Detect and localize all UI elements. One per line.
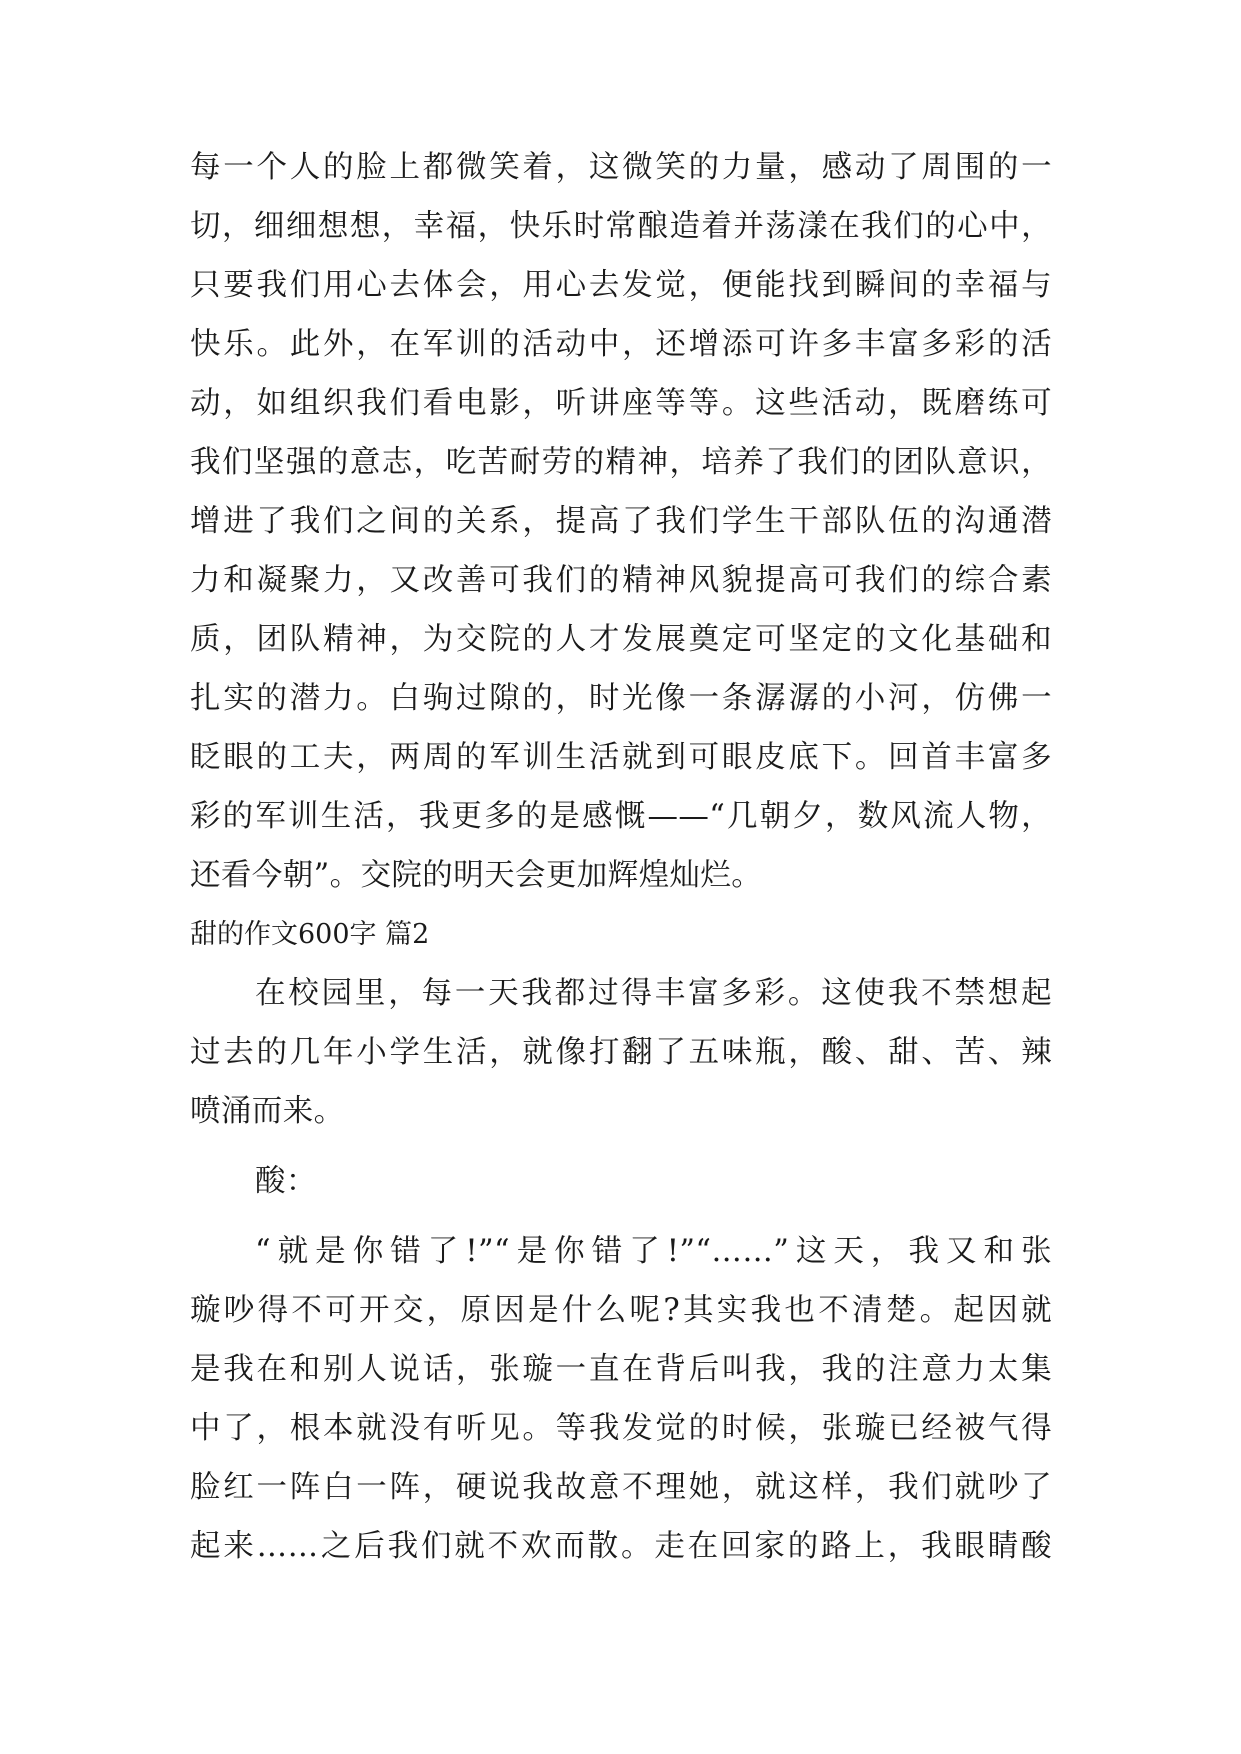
text-line: 彩的军训生活，我更多的是感慨——“几朝夕，数风流人物，	[190, 799, 1052, 834]
text-line: 只要我们用心去体会，用心去发觉，便能找到瞬间的幸福与	[190, 268, 1052, 303]
text-line: 切，细细想想，幸福，快乐时常酿造着并荡漾在我们的心中，	[190, 209, 1052, 244]
text-line: “就是你错了!”“是你错了!”“……”这天，我又和张	[255, 1234, 1052, 1269]
text-line: 扎实的潜力。白驹过隙的，时光像一条潺潺的小河，仿佛一	[190, 681, 1052, 716]
text-line: 喷涌而来。	[190, 1094, 345, 1129]
text-line: 力和凝聚力，又改善可我们的精神风貌提高可我们的综合素	[190, 563, 1052, 598]
text-line: 动，如组织我们看电影，听讲座等等。这些活动，既磨练可	[190, 386, 1052, 421]
text-line: 是我在和别人说话，张璇一直在背后叫我，我的注意力太集	[190, 1352, 1052, 1387]
text-line: 快乐。此外，在军训的活动中，还增添可许多丰富多彩的活	[190, 327, 1052, 362]
text-line: 每一个人的脸上都微笑着，这微笑的力量，感动了周围的一	[190, 150, 1052, 185]
text-line: 过去的几年小学生活，就像打翻了五味瓶，酸、甜、苦、辣	[190, 1035, 1052, 1070]
text-line: 眨眼的工夫，两周的军训生活就到可眼皮底下。回首丰富多	[190, 740, 1052, 775]
text-line: 质，团队精神，为交院的人才发展奠定可坚定的文化基础和	[190, 622, 1052, 657]
text-line: 脸红一阵白一阵，硬说我故意不理她，就这样，我们就吵了	[190, 1470, 1052, 1505]
text-line: 增进了我们之间的关系，提高了我们学生干部队伍的沟通潜	[190, 504, 1052, 539]
text-line: 还看今朝”。交院的明天会更加辉煌灿烂。	[190, 858, 763, 893]
text-line: 酸：	[255, 1164, 317, 1199]
text-line: 起来……之后我们就不欢而散。走在回家的路上，我眼睛酸	[190, 1529, 1052, 1564]
text-line: 中了，根本就没有听见。等我发觉的时候，张璇已经被气得	[190, 1411, 1052, 1446]
text-line: 璇吵得不可开交，原因是什么呢?其实我也不清楚。起因就	[190, 1293, 1052, 1328]
text-line: 在校园里，每一天我都过得丰富多彩。这使我不禁想起	[255, 976, 1052, 1011]
section-heading: 甜的作文600字 篇2	[190, 919, 430, 950]
text-line: 我们坚强的意志，吃苦耐劳的精神，培养了我们的团队意识，	[190, 445, 1052, 480]
